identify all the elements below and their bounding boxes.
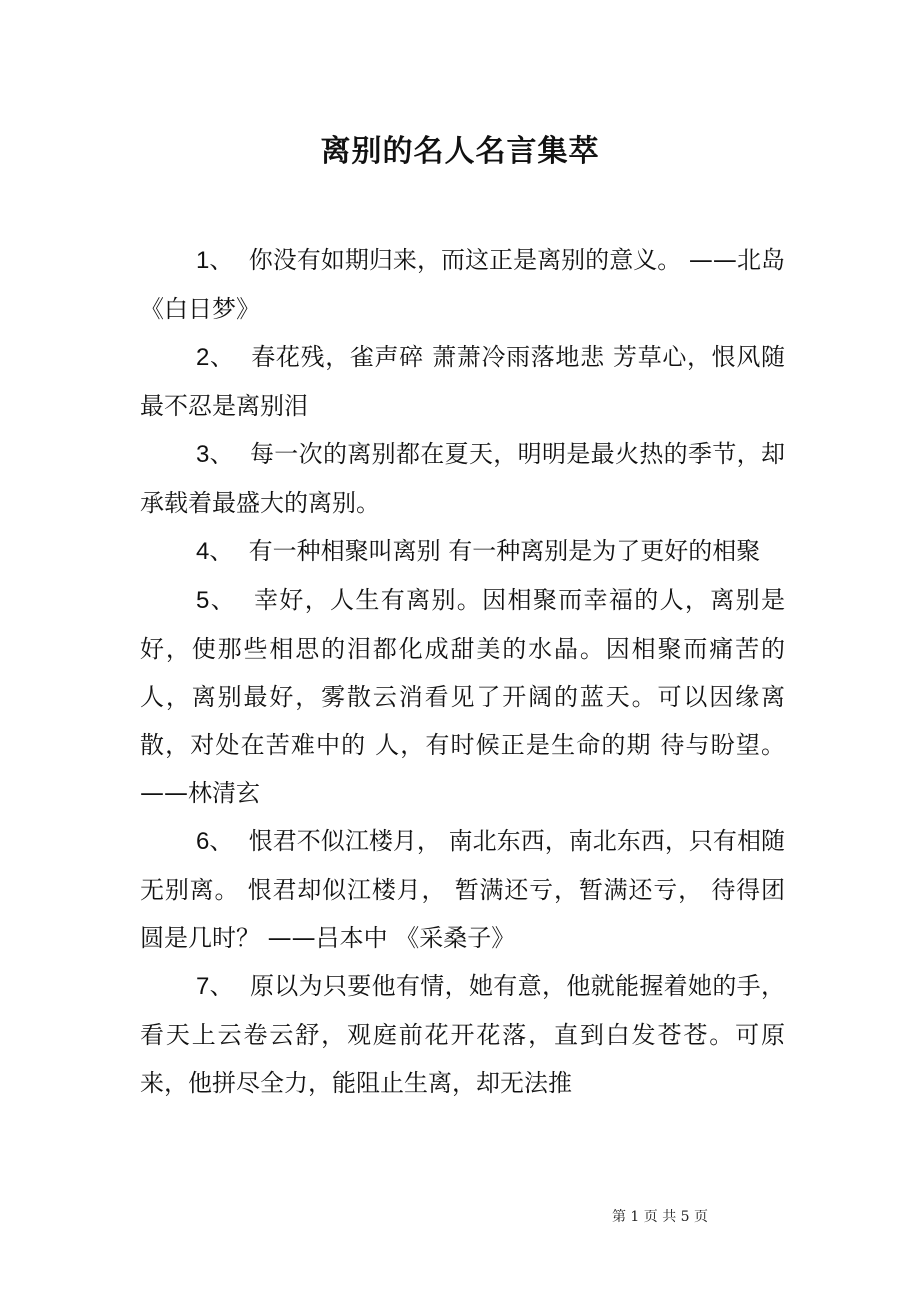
- quote-number: 5、: [196, 587, 237, 614]
- quote-text: 幸好，人生有离别。因相聚而幸福的人，离别是好，使那些相思的泪都化成甜美的水晶。因相聚而痛苦的人，离别最好，雾散云消看见了开阔的蓝天。可以因缘离散，对处在苦难中的 人，有时候正是生命的期 待与盼望。 ——林清玄: [140, 586, 785, 807]
- quote-text: 原以为只要他有情，她有意，他就能握着她的手，看天上云卷云舒，观庭前花开花落，直到白发苍苍。可原来，他拼尽全力，能阻止生离，却无法推: [140, 972, 785, 1097]
- quote-number: 3、: [196, 441, 235, 468]
- quote-text: 有一种相聚叫离别 有一种离别是为了更好的相聚: [233, 537, 761, 565]
- quote-number: 6、: [196, 828, 234, 855]
- quote-text: 你没有如期归来，而这正是离别的意义。 ——北岛 《白日梦》: [140, 246, 785, 323]
- quote-item: [140, 527, 785, 576]
- quote-item: [140, 576, 785, 817]
- quote-item: [140, 333, 785, 430]
- quote-text: 恨君不似江楼月， 南北东西，南北东西，只有相随无别离。 恨君却似江楼月， 暂满还亏，暂满还亏， 待得团圆是几时？ ——吕本中 《采桑子》: [140, 827, 785, 952]
- quote-item: [140, 817, 785, 962]
- quote-item: [140, 236, 785, 333]
- document-title: 离别的名人名言集萃: [320, 134, 600, 169]
- page-number-footer: 第 1 页 共 5 页: [611, 1209, 709, 1225]
- quote-number: 7、: [196, 973, 235, 1000]
- quote-number: 2、: [196, 344, 235, 371]
- quote-number: 4、: [196, 538, 234, 565]
- quote-text: 春花残，雀声碎 萧萧冷雨落地悲 芳草心，恨风随 最不忍是离别泪: [140, 343, 785, 420]
- quote-item: [140, 962, 785, 1107]
- quote-text: 每一次的离别都在夏天，明明是最火热的季节，却承载着最盛大的离别。: [140, 440, 785, 517]
- quote-number: 1、: [196, 247, 234, 274]
- quote-list: [140, 236, 785, 1107]
- quote-item: [140, 430, 785, 527]
